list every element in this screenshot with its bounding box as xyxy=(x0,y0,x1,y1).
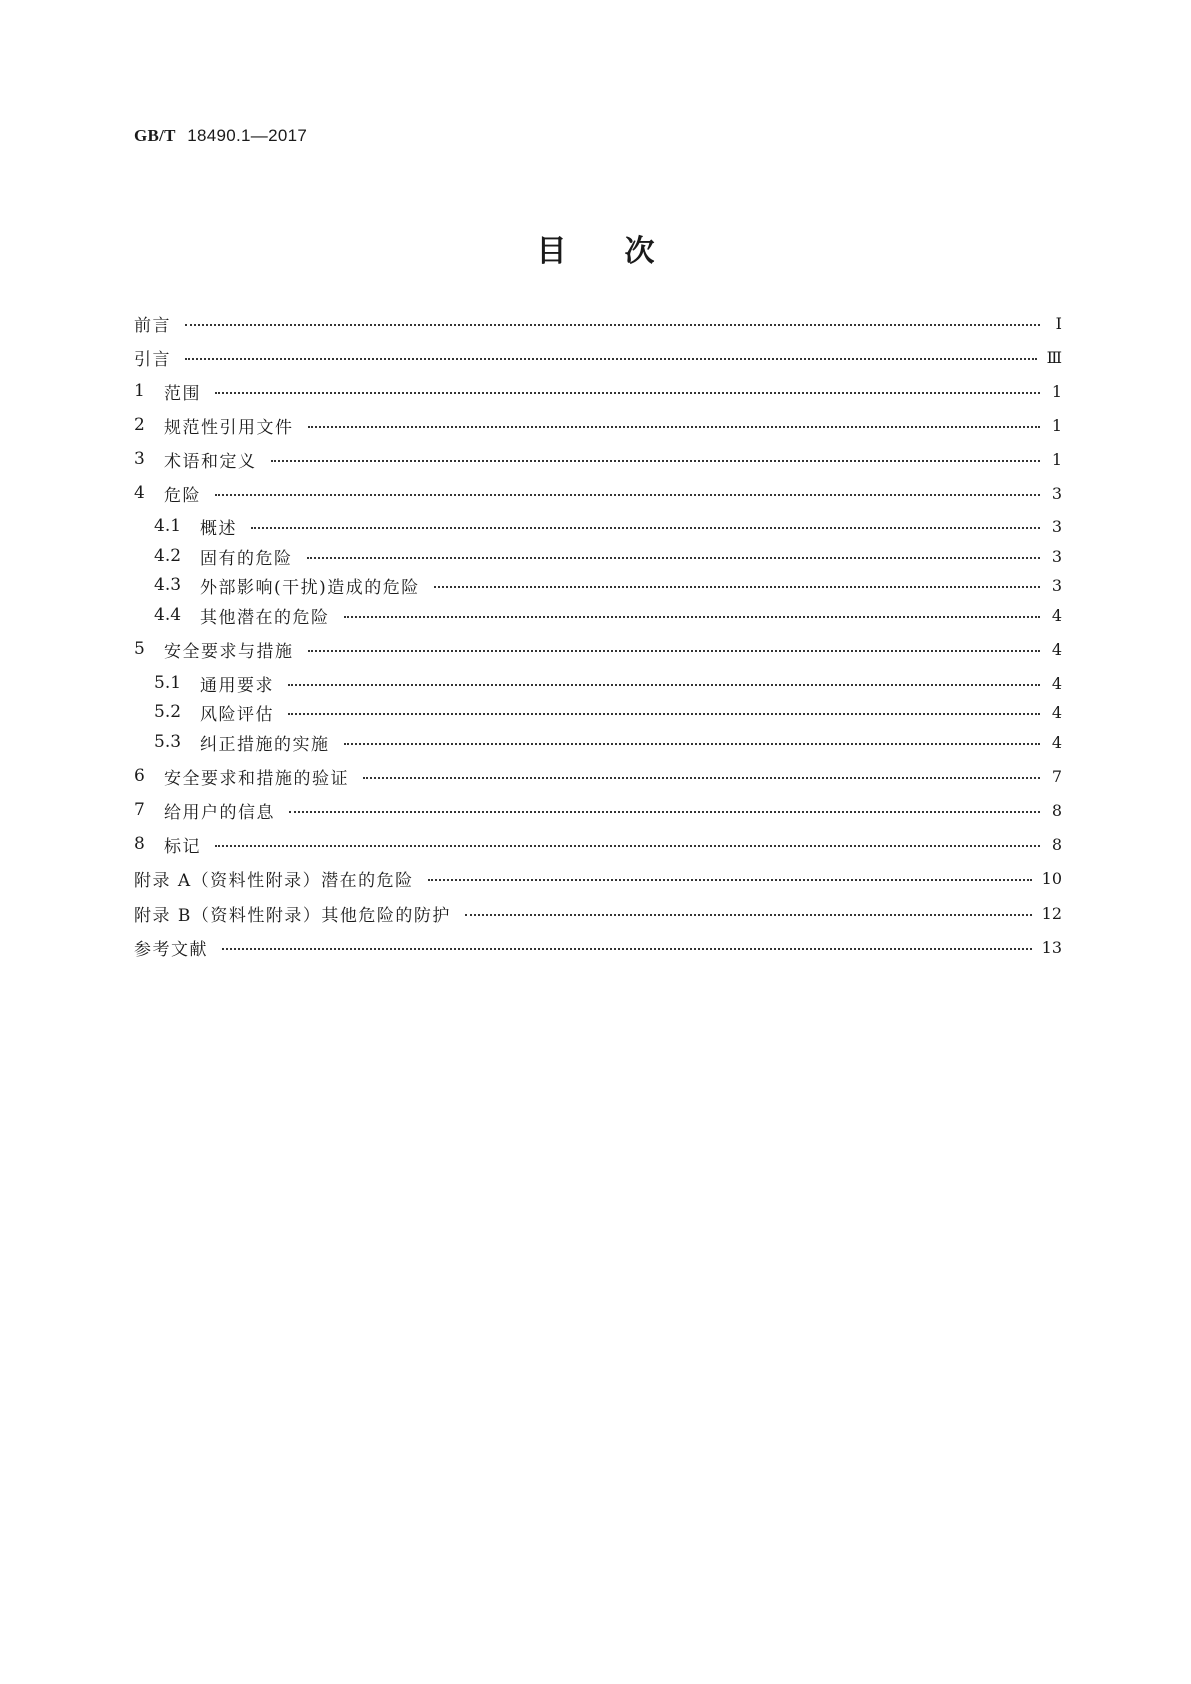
toc-page: 3 xyxy=(1051,575,1062,595)
toc-page: 8 xyxy=(1051,800,1062,820)
toc-page: 3 xyxy=(1051,546,1062,566)
dot-leader xyxy=(308,650,1041,652)
toc-label: 概述 xyxy=(200,518,237,539)
dot-leader xyxy=(344,743,1041,745)
toc-label: 引言 xyxy=(134,349,171,370)
dot-leader xyxy=(185,358,1037,360)
toc-entry-introduction[interactable] xyxy=(134,343,1062,371)
toc-label: 范围 xyxy=(164,383,201,404)
toc-page: 4 xyxy=(1051,673,1062,693)
toc-number: 4.3 xyxy=(154,575,182,595)
toc-number: 2 xyxy=(134,415,145,435)
toc-number: 5.1 xyxy=(154,673,182,693)
dot-leader xyxy=(222,948,1032,950)
toc-entry-6[interactable] xyxy=(134,762,1062,790)
toc-label: 规范性引用文件 xyxy=(164,417,294,438)
toc-number: 4.1 xyxy=(154,516,182,536)
toc-page: 4 xyxy=(1051,702,1062,722)
toc-entry-5-2[interactable] xyxy=(154,698,1062,726)
dot-leader xyxy=(251,527,1040,529)
dot-leader xyxy=(271,460,1041,462)
toc-number: 1 xyxy=(134,381,145,401)
toc-page: 4 xyxy=(1051,639,1062,659)
dot-leader xyxy=(344,616,1041,618)
toc-page: 1 xyxy=(1051,381,1062,401)
toc-entry-annex-a[interactable] xyxy=(134,864,1062,892)
toc-number: 4.2 xyxy=(154,546,182,566)
toc-entry-4[interactable] xyxy=(134,479,1062,507)
toc-entry-4-2[interactable] xyxy=(154,542,1062,570)
toc-label: 术语和定义 xyxy=(164,451,257,472)
toc-label: 其他潜在的危险 xyxy=(200,607,330,628)
toc-entry-5-3[interactable] xyxy=(154,728,1062,756)
dot-leader xyxy=(307,557,1041,559)
toc-entry-bibliography[interactable] xyxy=(134,933,1062,961)
toc-label: 风险评估 xyxy=(200,704,274,725)
dot-leader xyxy=(434,586,1040,588)
toc-entry-2[interactable] xyxy=(134,411,1062,439)
standard-prefix: GB/T xyxy=(134,126,176,145)
toc-entry-7[interactable] xyxy=(134,796,1062,824)
toc-label: 前言 xyxy=(134,315,171,336)
dot-leader xyxy=(288,684,1040,686)
toc-label: 危险 xyxy=(164,485,201,506)
toc-entry-foreword[interactable] xyxy=(134,309,1062,337)
page-title: 目次 xyxy=(536,234,713,269)
toc-entry-1[interactable] xyxy=(134,377,1062,405)
toc-number: 7 xyxy=(134,800,145,820)
standard-code: 18490.1—2017 xyxy=(187,126,308,145)
toc-page: 1 xyxy=(1051,449,1062,469)
toc-page: Ⅲ xyxy=(1046,347,1062,367)
toc-number: 5.2 xyxy=(154,702,182,722)
toc-label: 安全要求和措施的验证 xyxy=(164,768,349,789)
dot-leader xyxy=(215,392,1040,394)
standard-number xyxy=(134,126,307,146)
toc-label: 外部影响(干扰)造成的危险 xyxy=(200,577,420,598)
toc-page: 7 xyxy=(1051,766,1062,786)
toc-entry-4-3[interactable] xyxy=(154,571,1062,599)
dot-leader xyxy=(185,324,1040,326)
toc-label: 纠正措施的实施 xyxy=(200,734,330,755)
toc-label: 附录 B（资料性附录）其他危险的防护 xyxy=(134,905,451,926)
toc-page: 8 xyxy=(1051,834,1062,854)
dot-leader xyxy=(288,713,1040,715)
toc-entry-5[interactable] xyxy=(134,635,1062,663)
toc-label: 给用户的信息 xyxy=(164,802,275,823)
toc-entry-4-1[interactable] xyxy=(154,512,1062,540)
toc-entry-4-4[interactable] xyxy=(154,601,1062,629)
dot-leader xyxy=(428,879,1032,881)
toc-page: 3 xyxy=(1051,516,1062,536)
toc-entry-annex-b[interactable] xyxy=(134,899,1062,927)
toc-label: 参考文献 xyxy=(134,939,208,960)
toc-number: 3 xyxy=(134,449,145,469)
toc-entry-3[interactable] xyxy=(134,445,1062,473)
dot-leader xyxy=(363,777,1040,779)
toc-number: 5.3 xyxy=(154,732,182,752)
toc-number: 8 xyxy=(134,834,145,854)
toc-page: 12 xyxy=(1041,903,1062,923)
toc-page: 4 xyxy=(1051,732,1062,752)
dot-leader xyxy=(465,914,1032,916)
toc-page: 13 xyxy=(1041,937,1062,957)
dot-leader xyxy=(215,845,1040,847)
toc-page: 3 xyxy=(1051,483,1062,503)
toc-page: 4 xyxy=(1051,605,1062,625)
toc-label: 安全要求与措施 xyxy=(164,641,294,662)
toc-page: 10 xyxy=(1041,868,1062,888)
toc-number: 4.4 xyxy=(154,605,182,625)
toc-label: 通用要求 xyxy=(200,675,274,696)
dot-leader xyxy=(215,494,1040,496)
toc-number: 5 xyxy=(134,639,145,659)
toc-entry-5-1[interactable] xyxy=(154,669,1062,697)
dot-leader xyxy=(289,811,1040,813)
toc-number: 6 xyxy=(134,766,145,786)
toc-page: 1 xyxy=(1051,415,1062,435)
toc-number: 4 xyxy=(134,483,145,503)
toc-label: 固有的危险 xyxy=(200,548,293,569)
toc-label: 附录 A（资料性附录）潜在的危险 xyxy=(134,870,414,891)
toc-page: Ⅰ xyxy=(1055,313,1062,333)
dot-leader xyxy=(308,426,1041,428)
toc-entry-8[interactable] xyxy=(134,830,1062,858)
toc-label: 标记 xyxy=(164,836,201,857)
